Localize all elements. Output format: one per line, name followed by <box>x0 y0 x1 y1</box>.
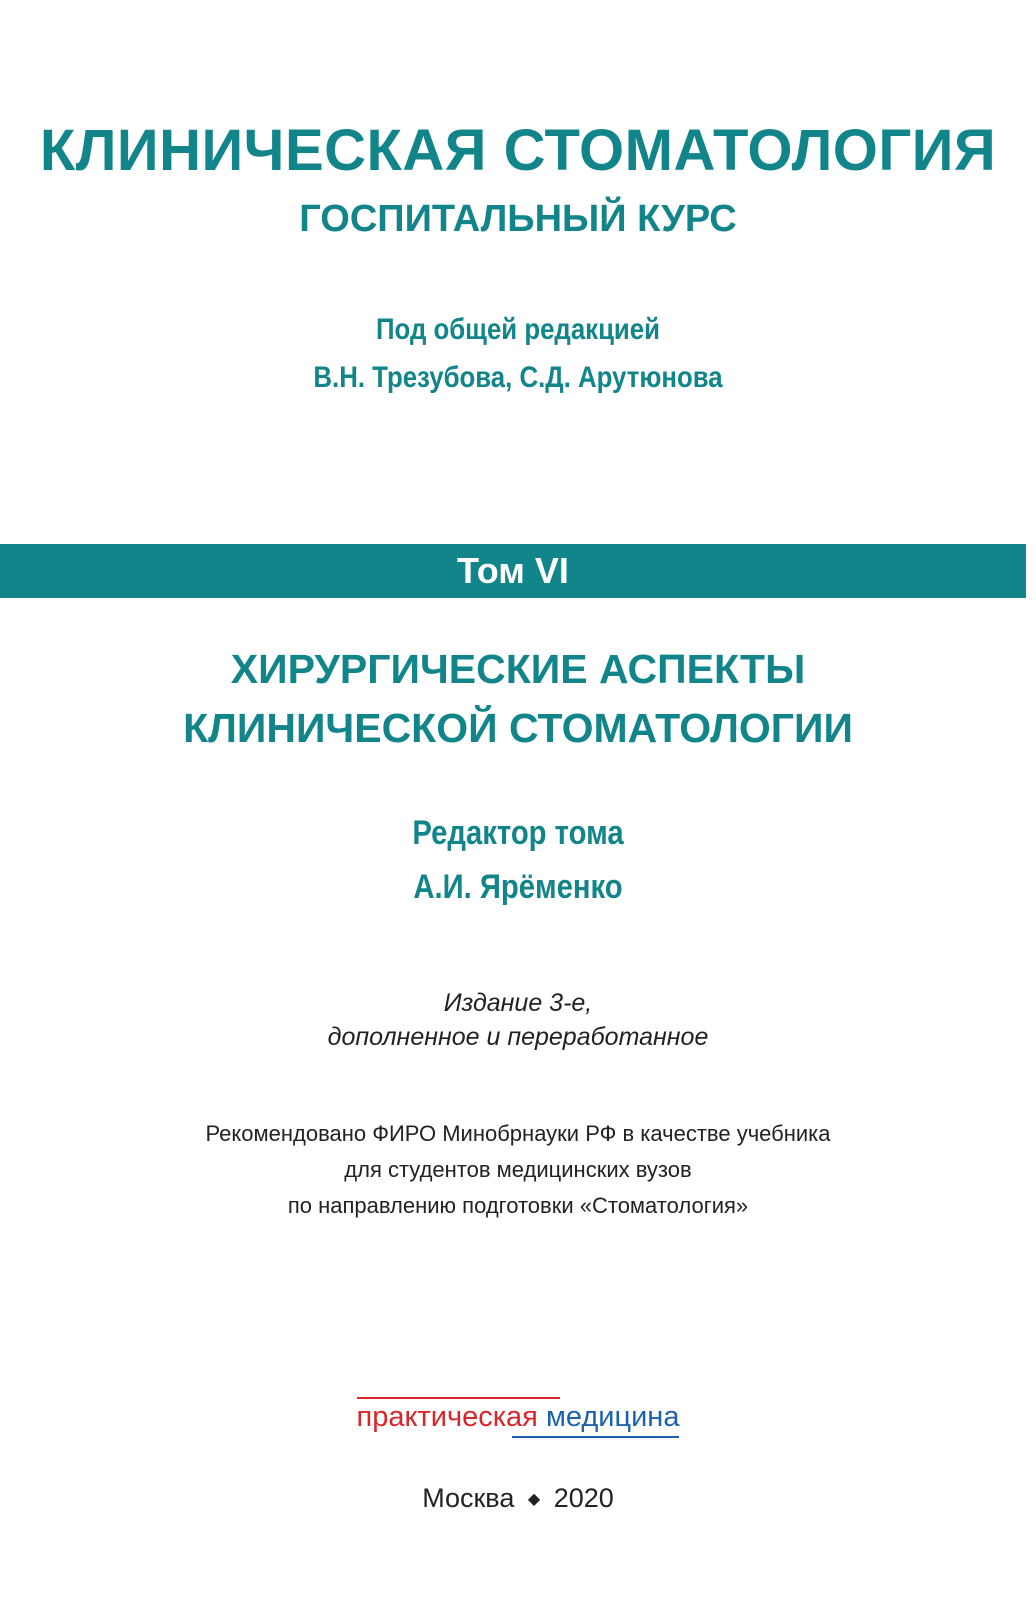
series-subtitle: ГОСПИТАЛЬНЫЙ КУРС <box>299 198 737 240</box>
general-editors <box>73 306 964 402</box>
volume-title-line-2: КЛИНИЧЕСКОЙ СТОМАТОЛОГИИ <box>183 705 853 751</box>
general-editors-label: Под общей редакцией <box>375 313 661 346</box>
publisher-logo-wordmark <box>357 1400 680 1440</box>
logo-word-1: практическая <box>356 1401 538 1433</box>
logo-red-rule <box>357 1397 560 1399</box>
volume-editor-name: А.И. Ярёменко <box>413 868 623 906</box>
logo-blue-rule <box>512 1436 680 1438</box>
volume-title <box>0 640 1036 758</box>
recommendation-line-1: Рекомендовано ФИРО Минобрнауки РФ в качестве учебника <box>205 1121 831 1146</box>
recommendation-text <box>0 1116 1036 1224</box>
imprint <box>0 1480 1036 1518</box>
series-title: КЛИНИЧЕСКАЯ СТОМАТОЛОГИЯ <box>39 118 997 183</box>
diamond-separator-icon: ◆ <box>527 1490 541 1508</box>
volume-title-line-1: ХИРУРГИЧЕСКИЕ АСПЕКТЫ <box>230 646 806 692</box>
recommendation-line-3: по направлению подготовки «Стоматология» <box>287 1193 749 1218</box>
edition-note <box>0 986 1036 1054</box>
edition-line-1: Издание 3-е, <box>443 989 593 1017</box>
volume-label: Том VI <box>457 550 569 591</box>
edition-line-2: дополненное и переработанное <box>327 1023 709 1051</box>
volume-editor <box>73 806 964 914</box>
imprint-city: Москва <box>422 1483 515 1513</box>
volume-editor-label: Редактор тома <box>412 814 624 852</box>
recommendation-line-2: для студентов медицинских вузов <box>344 1157 692 1182</box>
logo-word-2: медицина <box>537 1401 680 1433</box>
publisher-logo <box>0 1400 1036 1440</box>
general-editors-names: В.Н. Трезубова, С.Д. Арутюнова <box>313 361 723 394</box>
imprint-year: 2020 <box>553 1483 614 1513</box>
